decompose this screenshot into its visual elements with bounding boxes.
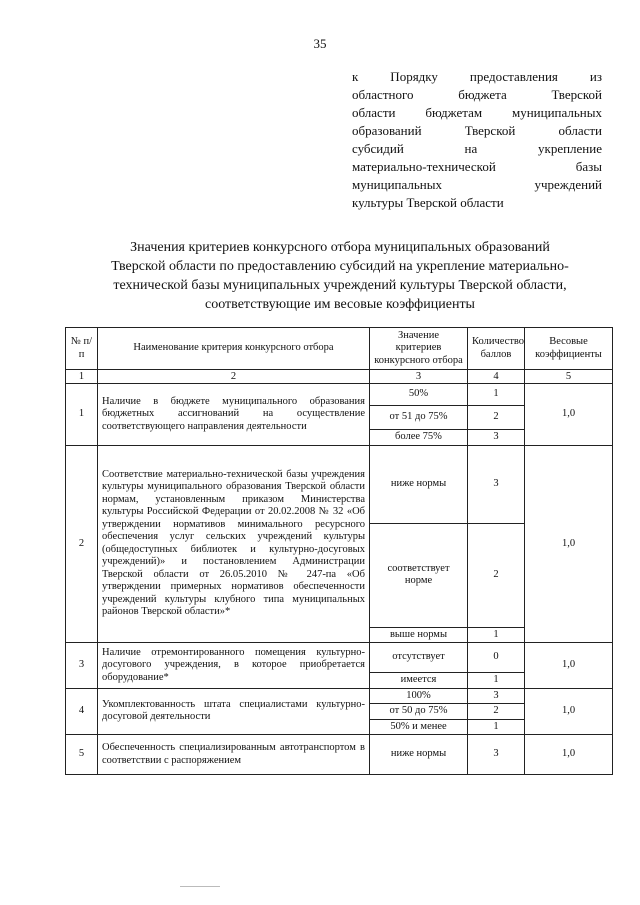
weight-cell: 1,0: [525, 688, 613, 735]
column-index: 1: [66, 370, 98, 384]
weight-cell: 1,0: [525, 643, 613, 689]
row-number: 1: [66, 384, 98, 446]
row-number: 3: [66, 643, 98, 689]
column-index: 5: [525, 370, 613, 384]
column-index-row: [66, 370, 613, 384]
points-cell: 3: [468, 735, 525, 775]
table-header-row: [66, 328, 613, 370]
points-cell: 2: [468, 406, 525, 430]
criterion-value: ниже нормы: [370, 445, 468, 523]
row-number: 5: [66, 735, 98, 775]
table-row: [66, 384, 613, 406]
table-row: [66, 735, 613, 775]
points-cell: 1: [468, 719, 525, 735]
row-number: 2: [66, 445, 98, 643]
criterion-value: имеется: [370, 673, 468, 689]
title-line: Тверской области по предоставлению субсидий на укрепление материально-: [111, 259, 569, 274]
criterion-name: Соответствие материально-технической базы учреждения культуры муниципального образования Тверской области нормам, установленным приказом Министерства культуры Российской Федерации от 20.02.2008 № 32 «Об утверждении нормативов минимального ресурсного обеспечения услуг сельских учреждений культуры (общедоступных библиотек и культурно-досуговых учреждений)» и постановлением Администрации Тверской области от 26.05.2010 № 247-па «Об утверждении примерных нормативов обеспеченности учреждений культуры клубного типа муниципальных районов Тверской области»*: [98, 445, 370, 643]
col-header-weight: Весовые коэффициенты: [525, 328, 613, 370]
appendix-note-line: муниципальных учреждений: [352, 177, 602, 192]
column-index: 4: [468, 370, 525, 384]
criterion-value: ниже нормы: [370, 735, 468, 775]
criterion-value: выше нормы: [370, 627, 468, 643]
criterion-value: от 50 до 75%: [370, 704, 468, 720]
points-cell: 1: [468, 673, 525, 689]
title-line: технической базы муниципальных учреждений культуры Тверской области,: [113, 278, 567, 293]
criteria-table: [65, 327, 613, 775]
criterion-value: 50% и менее: [370, 719, 468, 735]
title-line: соответствующие им весовые коэффициенты: [205, 297, 475, 312]
points-cell: 1: [468, 384, 525, 406]
criterion-value: отсутствует: [370, 643, 468, 673]
points-cell: 3: [468, 445, 525, 523]
weight-cell: 1,0: [525, 735, 613, 775]
table-row: [66, 445, 613, 523]
criterion-name: Обеспеченность специализированным автотранспортом в соответствии с распоряжением: [98, 735, 370, 775]
appendix-note-line: области бюджетам муниципальных: [352, 105, 602, 120]
column-index: 3: [370, 370, 468, 384]
col-header-value: Значение критериев конкурсного отбора: [370, 328, 468, 370]
title-line: Значения критериев конкурсного отбора муниципальных образований: [130, 240, 550, 255]
points-cell: 2: [468, 704, 525, 720]
criterion-name: Наличие отремонтированного помещения культурно-досугового учреждения, в которое приобретается оборудование*: [98, 643, 370, 689]
points-cell: 0: [468, 643, 525, 673]
criterion-name: Укомплектованность штата специалистами культурно-досуговой деятельности: [98, 688, 370, 735]
appendix-note-line: к Порядку предоставления из: [352, 69, 602, 84]
col-header-points: Количество баллов: [468, 328, 525, 370]
criterion-name: Наличие в бюджете муниципального образования бюджетных ассигнований на осуществление соответствующего направления деятельности: [98, 384, 370, 446]
row-number: 4: [66, 688, 98, 735]
document-title: [80, 238, 600, 314]
column-index: 2: [98, 370, 370, 384]
criterion-value: 50%: [370, 384, 468, 406]
appendix-note-line: материально-технической базы: [352, 159, 602, 174]
col-header-criterion: Наименование критерия конкурсного отбора: [98, 328, 370, 370]
criterion-value: более 75%: [370, 430, 468, 446]
points-cell: 3: [468, 688, 525, 704]
points-cell: 3: [468, 430, 525, 446]
points-cell: 1: [468, 627, 525, 643]
criterion-value: 100%: [370, 688, 468, 704]
appendix-note: [352, 68, 602, 212]
appendix-note-line: областного бюджета Тверской: [352, 87, 602, 102]
criterion-value: соответствует норме: [370, 523, 468, 627]
appendix-note-line: культуры Тверской области: [352, 195, 504, 210]
page-number: 35: [313, 36, 327, 51]
table-row: [66, 688, 613, 704]
weight-cell: 1,0: [525, 445, 613, 643]
points-cell: 2: [468, 523, 525, 627]
appendix-note-line: образований Тверской области: [352, 123, 602, 138]
criterion-value: от 51 до 75%: [370, 406, 468, 430]
scan-mark: [180, 886, 220, 887]
weight-cell: 1,0: [525, 384, 613, 446]
col-header-number: № п/п: [66, 328, 98, 370]
appendix-note-line: субсидий на укрепление: [352, 141, 602, 156]
table-row: [66, 643, 613, 673]
